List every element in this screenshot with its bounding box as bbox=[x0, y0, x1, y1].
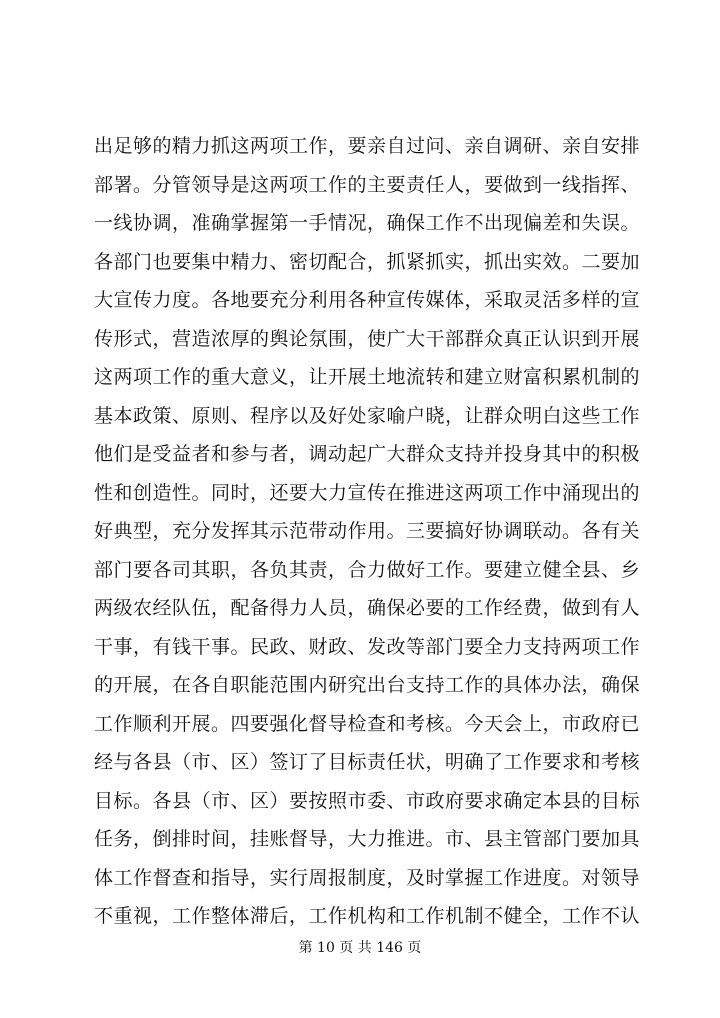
text-line: 大宣传力度。各地要充分利用各种宣传媒体，采取灵活多样的宣 bbox=[94, 289, 641, 311]
text-line: 这两项工作的重大意义，让开展土地流转和建立财富积累机制的 bbox=[94, 366, 641, 388]
text-line: 干事，有钱干事。民政、财政、发改等部门要全力支持两项工作 bbox=[94, 635, 641, 658]
text-line: 体工作督查和指导，实行周报制度，及时掌握工作进度。对领导 bbox=[94, 866, 641, 889]
text-line: 部门要各司其职，各负其责，合力做好工作。要建立健全县、乡 bbox=[94, 558, 641, 581]
body-paragraph bbox=[94, 127, 641, 936]
text-line: 各部门也要集中精力、密切配合，抓紧抓实，抓出实效。二要加 bbox=[94, 250, 641, 273]
text-line: 任务，倒排时间，挂账督导，大力推进。市、县主管部门要加具 bbox=[94, 828, 641, 850]
text-line: 好典型，充分发挥其示范带动作用。三要搞好协调联动。各有关 bbox=[94, 520, 641, 542]
text-line: 性和创造性。同时，还要大力宣传在推进这两项工作中涌现出的 bbox=[94, 481, 641, 504]
text-line: 他们是受益者和参与者，调动起广大群众支持并投身其中的积极 bbox=[94, 443, 641, 465]
text-line: 出足够的精力抓这两项工作，要亲自过问、亲自调研、亲自安排 bbox=[94, 135, 641, 157]
text-line: 部署。分管领导是这两项工作的主要责任人，要做到一线指挥、 bbox=[94, 173, 641, 196]
text-line: 的开展，在各自职能范围内研究出台支持工作的具体办法，确保 bbox=[94, 674, 641, 696]
text-line: 不重视，工作整体滞后，工作机构和工作机制不健全，工作不认 bbox=[94, 905, 641, 927]
text-line: 一线协调，准确掌握第一手情况，确保工作不出现偏差和失误。 bbox=[94, 212, 641, 234]
text-line: 两级农经队伍，配备得力人员，确保必要的工作经费，做到有人 bbox=[94, 597, 641, 619]
text-line: 经与各县（市、区）签订了目标责任状，明确了工作要求和考核 bbox=[94, 751, 641, 773]
text-line: 工作顺利开展。四要强化督导检查和考核。今天会上，市政府已 bbox=[94, 712, 641, 735]
text-line: 目标。各县（市、区）要按照市委、市政府要求确定本县的目标 bbox=[94, 789, 641, 812]
page-number-footer: 第 10 页 共 146 页 bbox=[298, 940, 422, 956]
text-line: 基本政策、原则、程序以及好处家喻户晓，让群众明白这些工作 bbox=[94, 404, 641, 427]
text-line: 传形式，营造浓厚的舆论氛围，使广大干部群众真正认识到开展 bbox=[94, 327, 641, 350]
